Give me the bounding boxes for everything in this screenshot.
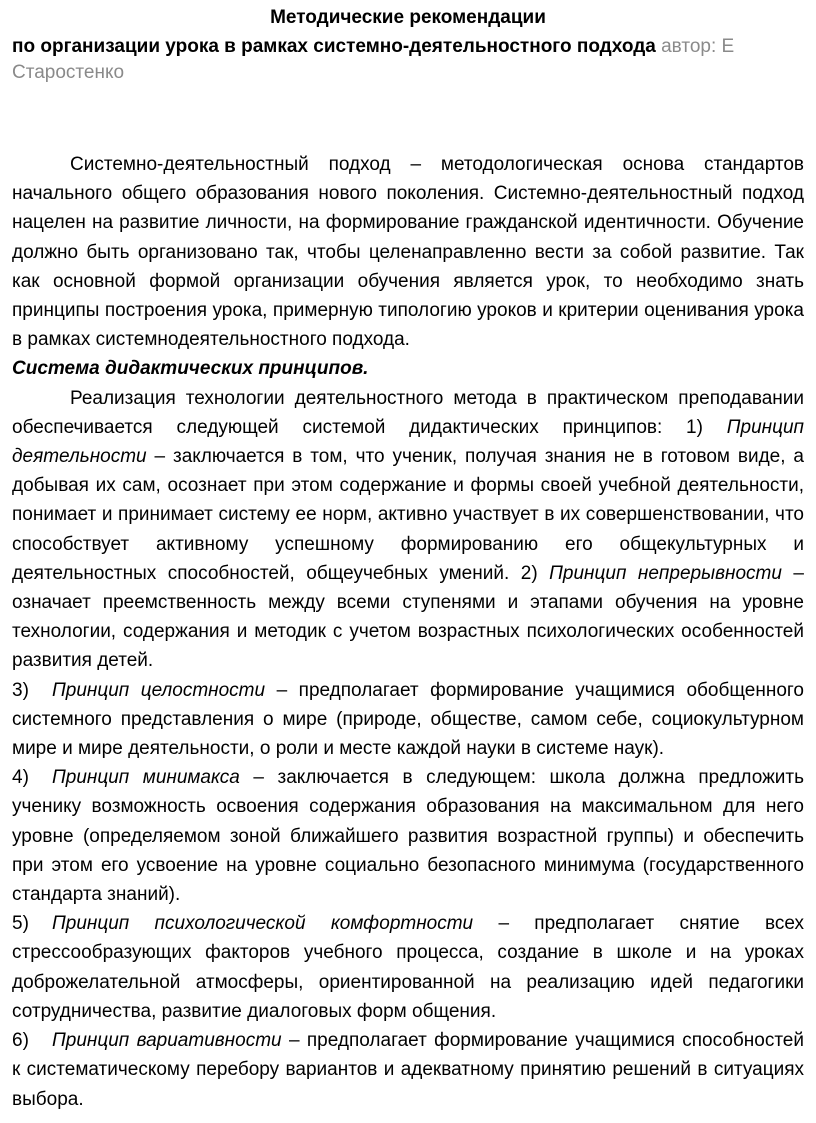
principle-6-name: Принцип вариативности xyxy=(52,1030,282,1052)
document-author: автор: Е Старостенко xyxy=(12,36,735,83)
principle-6-paragraph xyxy=(12,1026,804,1114)
document-title: Методические рекомендации xyxy=(270,7,546,28)
document-page xyxy=(0,6,816,1123)
realization-lead: Реализация технологии деятельностного метода в практическом преподавании обеспечивается следующей системой дидактических принципов: 1) xyxy=(12,387,804,438)
principle-6-number: 6) xyxy=(12,1030,29,1052)
principle-3-paragraph xyxy=(12,676,804,764)
principle-4-text: – заключается в следующем: школа должна предложить ученику возможность освоения содержания образования на максимальном для него уровне (определяемом зоной ближайшего развития возрастной группы) и обеспечить при этом его усвоение на уровне социально безопасного минимума (государственного стандарта знаний). xyxy=(12,767,804,906)
principle-4-number: 4) xyxy=(12,767,29,789)
document-subtitle: по организации урока в рамках системно-деятельностного подхода xyxy=(12,36,656,57)
principle-3-text: – предполагает формирование учащимися обобщенного системного представления о мире (природе, обществе, самом себе, социокультурном мире и мире деятельности, о роли и месте каждой науки в системе наук). xyxy=(12,679,805,760)
principle-5-number: 5) xyxy=(12,913,29,935)
document-body xyxy=(12,150,804,1114)
principle-4-paragraph xyxy=(12,763,804,909)
principle-1-text: – заключается в том, что ученик, получая знания не в готовом виде, а добывая их сам, осознает при этом содержание и формы своей учебной деятельности, понимает и принимает систему ее норм, активно участвует в их совершенствовании, что способствует активному успешному формированию его общекультурных и деятельностных способностей, общеучебных умений. 2) xyxy=(12,446,804,584)
section-heading: Система дидактических принципов. xyxy=(12,358,369,380)
principle-5-text: – предполагает снятие всех стрессообразующих факторов учебного процесса, создание в школе и на уроках доброжелательной атмосферы, ориентированной на реализацию идей педагогики сотрудничества, развитие диалоговых форм общения. xyxy=(12,913,804,1022)
principle-4-name: Принцип минимакса xyxy=(52,767,240,789)
principle-3-number: 3) xyxy=(12,679,29,701)
principle-2-name: Принцип непрерывности xyxy=(549,562,782,584)
intro-paragraph: Системно-деятельностный подход – методологическая основа стандартов начального общего образования нового поколения. Системно-деятельностный подход нацелен на развитие личности, на формирование гражданской идентичности. Обучение должно быть организовано так, чтобы целенаправленно вести за собой развитие. Так как основной формой организации обучения является урок, то необходимо знать принципы построения урока, примерную типологию уроков и критерии оценивания урока в рамках системнодеятельностного подхода. xyxy=(12,154,804,351)
principle-6-text: – предполагает формирование учащимися способностей к систематическому перебору вариантов и адекватному принятию решений в ситуациях выбора. xyxy=(12,1030,804,1110)
principle-2-text: – означает преемственность между всеми ступенями и этапами обучения на уровне технологии, содержания и методик с учетом возрастных психологических особенностей развития детей. xyxy=(12,562,804,672)
principle-5-paragraph xyxy=(12,909,804,1026)
principle-3-name: Принцип целостности xyxy=(52,679,266,701)
principles-paragraph xyxy=(12,384,804,676)
principle-5-name: Принцип психологической комфортности xyxy=(52,913,474,935)
principle-1-name: Принцип деятельности xyxy=(12,416,804,468)
document-subtitle-line xyxy=(12,34,804,86)
